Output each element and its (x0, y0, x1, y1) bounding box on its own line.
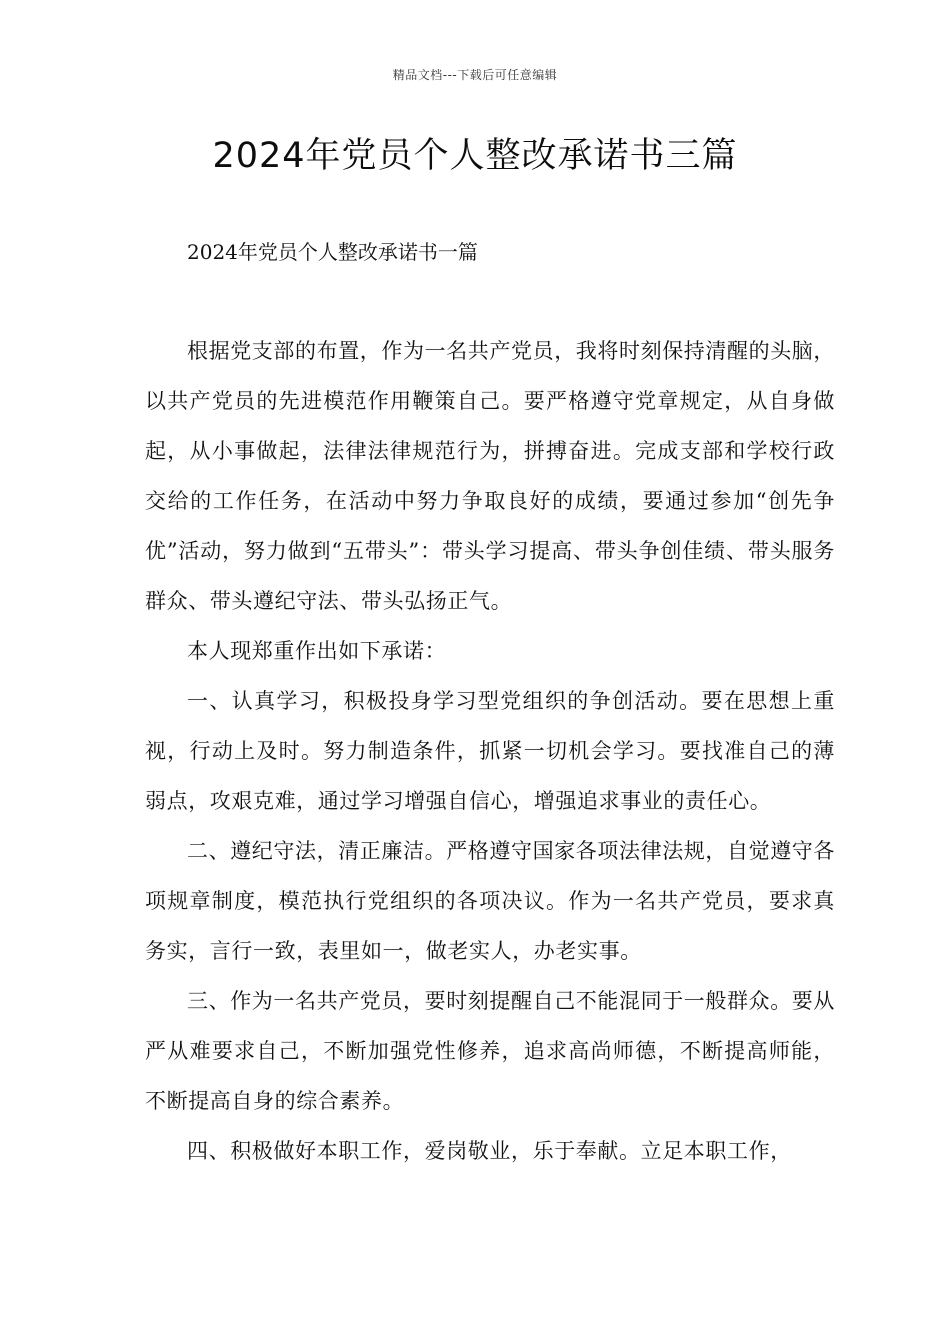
paragraph-item-1: 一、认真学习，积极投身学习型党组织的争创活动。要在思想上重视，行动上及时。努力制造条件，抓紧一切机会学习。要找准自己的薄弱点，攻艰克难，通过学习增强自信心，增强追求事业的责任心。 (145, 689, 835, 813)
paragraph-intro: 根据党支部的布置，作为一名共产党员，我将时刻保持清醒的头脑，以共产党员的先进模范作用鞭策自己。要严格遵守党章规定，从自身做起，从小事做起，法律法律规范行为，拼搏奋进。完成支部和学校行政交给的工作任务，在活动中努力争取良好的成绩，要通过参加“创先争优”活动，努力做到“五带头”：带头学习提高、带头争创佳绩、带头服务群众、带头遵纪守法、带头弘扬正气。 (145, 339, 835, 613)
paragraph-item-3: 三、作为一名共产党员，要时刻提醒自己不能混同于一般群众。要从严从难要求自己，不断加强党性修养，追求高尚师德，不断提高师能，不断提高自身的综合素养。 (145, 989, 835, 1113)
paragraph-pledge-lead: 本人现郑重作出如下承诺： (187, 639, 447, 663)
paragraph-item-2: 二、遵纪守法，清正廉洁。严格遵守国家各项法律法规，自觉遵守各项规章制度，模范执行党组织的各项决议。作为一名共产党员，要求真务实，言行一致，表里如一，做老实人，办老实事。 (145, 839, 835, 963)
header-note: 精品文档---下载后可任意编辑 (392, 68, 558, 82)
document-title: 2024年党员个人整改承诺书三篇 (212, 136, 738, 176)
document-subtitle: 2024年党员个人整改承诺书一篇 (187, 240, 478, 264)
document-body (145, 326, 835, 1176)
paragraph-item-4: 四、积极做好本职工作，爱岗敬业，乐于奉献。立足本职工作， (187, 1139, 792, 1163)
